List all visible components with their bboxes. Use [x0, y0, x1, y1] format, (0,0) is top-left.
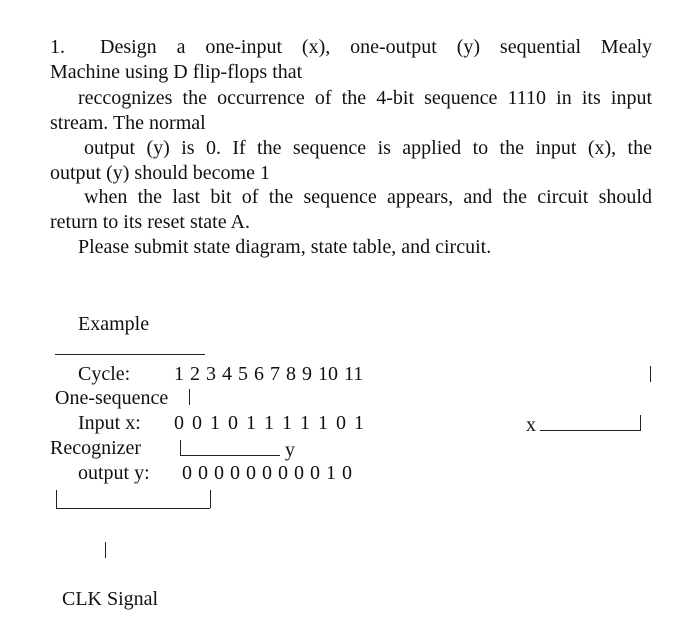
problem-line-9: Please submit state diagram, state table, and circuit. — [78, 236, 492, 258]
cycle-label: Cycle: — [78, 363, 131, 385]
x-label: x — [526, 414, 536, 436]
problem-line-2: Machine using D flip-flops that — [50, 61, 303, 83]
one-sequence-label: One-sequence — [55, 387, 169, 409]
cycle-values: 1 2 3 4 5 6 7 8 9 10 11 — [174, 363, 364, 385]
output-y-label: output y: — [78, 462, 150, 484]
recognizer-line — [180, 455, 280, 456]
one-sequence-marker — [189, 389, 190, 405]
box-bottom-line — [56, 508, 210, 509]
problem-line-6: output (y) should become 1 — [50, 162, 270, 184]
problem-line-8: return to its reset state A. — [50, 211, 250, 233]
box-left-edge — [56, 490, 57, 508]
output-y-values: 0 0 0 0 0 0 0 0 0 1 0 — [182, 462, 352, 484]
problem-number: 1. — [50, 36, 65, 58]
recognizer-label: Recognizer — [50, 437, 142, 459]
problem-line-4: stream. The normal — [50, 112, 206, 134]
box-right-edge — [210, 490, 211, 508]
input-x-label: Input x: — [78, 412, 141, 434]
x-line-end — [640, 415, 641, 431]
input-x-values: 0 0 1 0 1 1 1 1 1 0 1 — [174, 412, 364, 434]
problem-line-7: when the last bit of the sequence appears, and the circuit should — [84, 186, 652, 208]
x-line — [540, 430, 640, 431]
clk-signal-label: CLK Signal — [62, 588, 159, 610]
problem-line-5: output (y) is 0. If the sequence is applied to the input (x), the — [84, 137, 652, 159]
clk-tick — [105, 542, 106, 558]
y-label: y — [285, 439, 295, 461]
example-heading: Example — [78, 313, 150, 335]
example-underline — [55, 354, 205, 355]
right-marker-top — [650, 366, 651, 382]
problem-line-1: Design a one-input (x), one-output (y) sequential Mealy — [100, 36, 652, 58]
recognizer-bracket-start — [180, 440, 181, 456]
problem-line-3: reccognizes the occurrence of the 4-bit sequence 1110 in its input — [78, 87, 652, 109]
